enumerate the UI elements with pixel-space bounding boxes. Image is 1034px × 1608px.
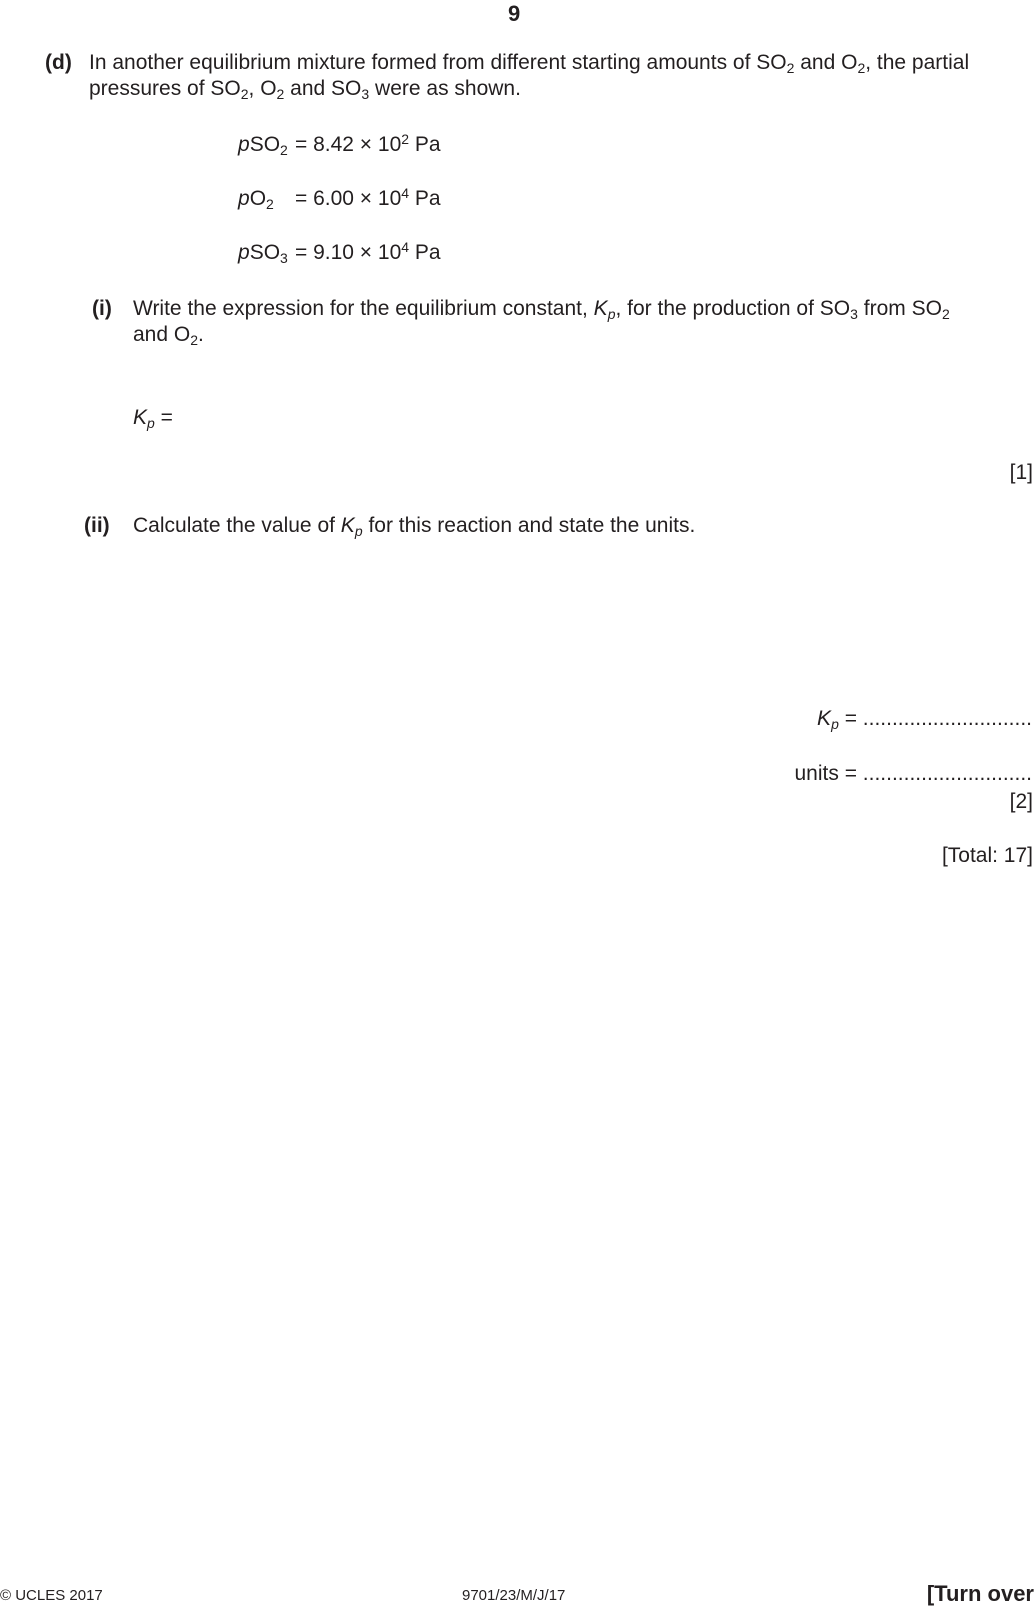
total-marks: [Total: 17]	[941, 844, 1033, 867]
part-ii-label: (ii)	[84, 514, 110, 537]
footer-turn-over: [Turn over	[926, 1581, 1034, 1606]
part-i-label: (i)	[92, 297, 112, 320]
units-answer-line: units = .............................	[794, 762, 1032, 785]
part-ii-question: Calculate the value of $K_p$ for this reaction and state the units.	[133, 514, 696, 539]
pressure-o2: $pO_2$ = $6.00 \times 10^4$ Pa	[238, 185, 441, 212]
part-d-label: (d)	[45, 51, 72, 74]
footer-code: 9701/23/M/J/17	[462, 1587, 566, 1604]
page-number: 9	[508, 1, 521, 26]
mark-ii: [2]	[1009, 790, 1033, 813]
pressure-so2: pSO$_2$ = $8.42 \times 10^2$ Pa	[238, 131, 441, 158]
part-d-intro: In another equilibrium mixture formed from different starting amounts of $SO_2$ and $O_2$, the partial pressures of $SO_2$, $O_2$ and $SO_3$ were as shown.	[89, 51, 970, 102]
part-i-question: Write the expression for the equilibrium constant, $K_p$, for the production of $SO_3$ from $SO_2$ and $O_2$.	[133, 297, 950, 348]
kp-answer-line: $K_p$ = .............................	[817, 707, 1032, 732]
kp-expression-line: $K_p$ =	[133, 406, 173, 431]
footer-copyright: © UCLES 2017	[0, 1587, 103, 1604]
pressure-so3: pSO$_3$ = $9.10 \times 10^4$ Pa	[238, 239, 441, 266]
mark-i: [1]	[1009, 461, 1033, 484]
